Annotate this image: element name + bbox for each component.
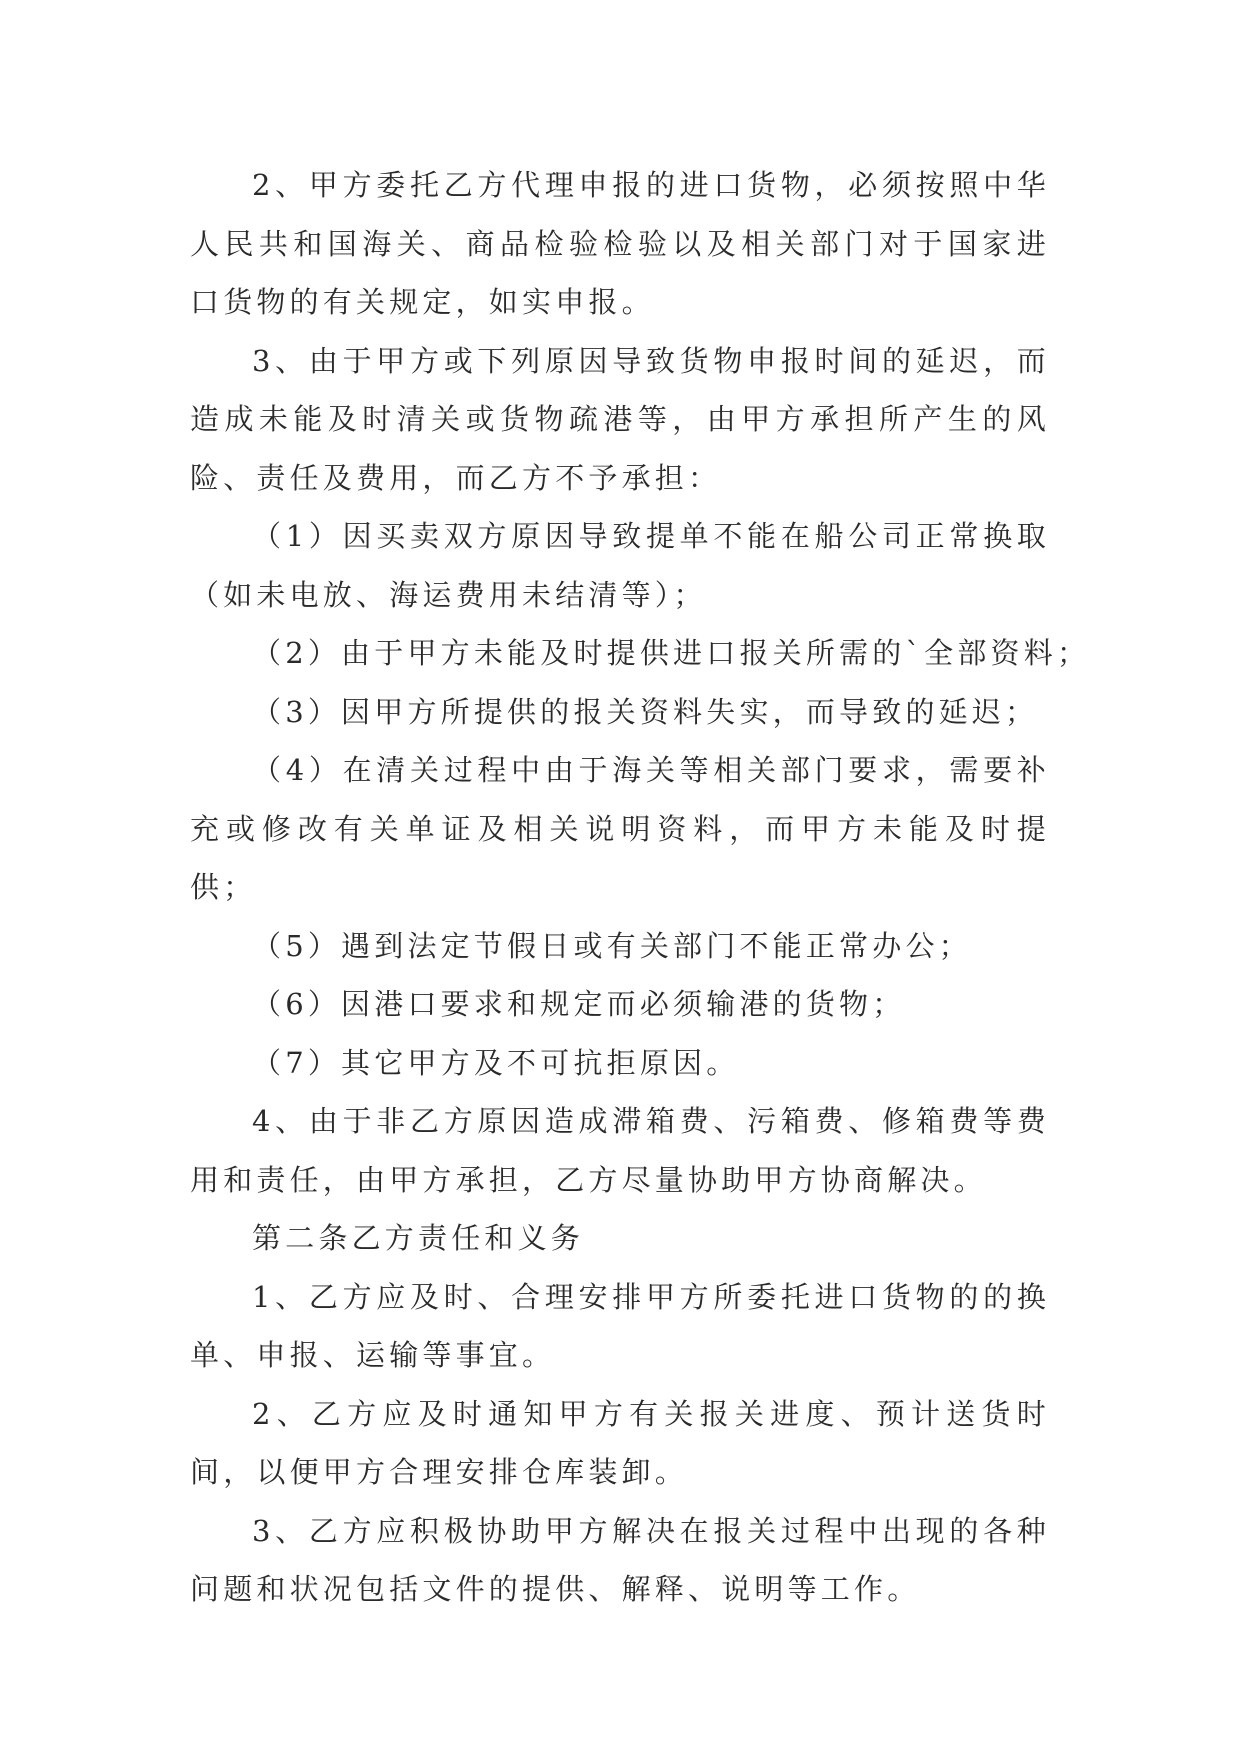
paragraph-2-declaration-requirement: 2、甲方委托乙方代理申报的进口货物，必须按照中华人民共和国海关、商品检验检验以及相关部门对于国家进口货物的有关规定，如实申报。 bbox=[190, 168, 1050, 319]
document-body bbox=[190, 156, 1091, 1619]
paragraph-party-b-duty-1: 1、乙方应及时、合理安排甲方所委托进口货物的的换单、申报、运输等事宜。 bbox=[190, 1279, 1050, 1372]
paragraph-delay-cause-6: （6）因港口要求和规定而必须输港的货物； bbox=[252, 987, 906, 1021]
paragraph-delay-cause-1: （1）因买卖双方原因导致提单不能在船公司正常换取（如未电放、海运费用未结清等）； bbox=[190, 519, 1050, 612]
paragraph-delay-cause-4: （4）在清关过程中由于海关等相关部门要求，需要补充或修改有关单证及相关说明资料，而甲方未能及时提供； bbox=[190, 753, 1050, 904]
paragraph-4-container-fees: 4、由于非乙方原因造成滞箱费、污箱费、修箱费等费用和责任，由甲方承担，乙方尽量协助甲方协商解决。 bbox=[190, 1104, 1050, 1197]
section-heading-article-2: 第二条乙方责任和义务 bbox=[252, 1221, 585, 1255]
paragraph-delay-cause-5: （5）遇到法定节假日或有关部门不能正常办公； bbox=[252, 928, 972, 963]
paragraph-party-b-duty-3: 3、乙方应积极协助甲方解决在报关过程中出现的各种问题和状况包括文件的提供、解释、说明等工作。 bbox=[190, 1513, 1050, 1606]
paragraph-party-b-duty-2: 2、乙方应及时通知甲方有关报关进度、预计送货时间，以便甲方合理安排仓库装卸。 bbox=[190, 1396, 1050, 1489]
paragraph-delay-cause-3: （3）因甲方所提供的报关资料失实，而导致的延迟； bbox=[252, 694, 1039, 729]
paragraph-3-delay-causes: 3、由于甲方或下列原因导致货物申报时间的延迟，而造成未能及时清关或货物疏港等，由甲方承担所产生的风险、责任及费用，而乙方不予承担： bbox=[190, 343, 1050, 495]
paragraph-delay-cause-7: （7）其它甲方及不可抗拒原因。 bbox=[252, 1045, 740, 1080]
paragraph-delay-cause-2: （2）由于甲方未能及时提供进口报关所需的`全部资料； bbox=[252, 636, 1091, 670]
